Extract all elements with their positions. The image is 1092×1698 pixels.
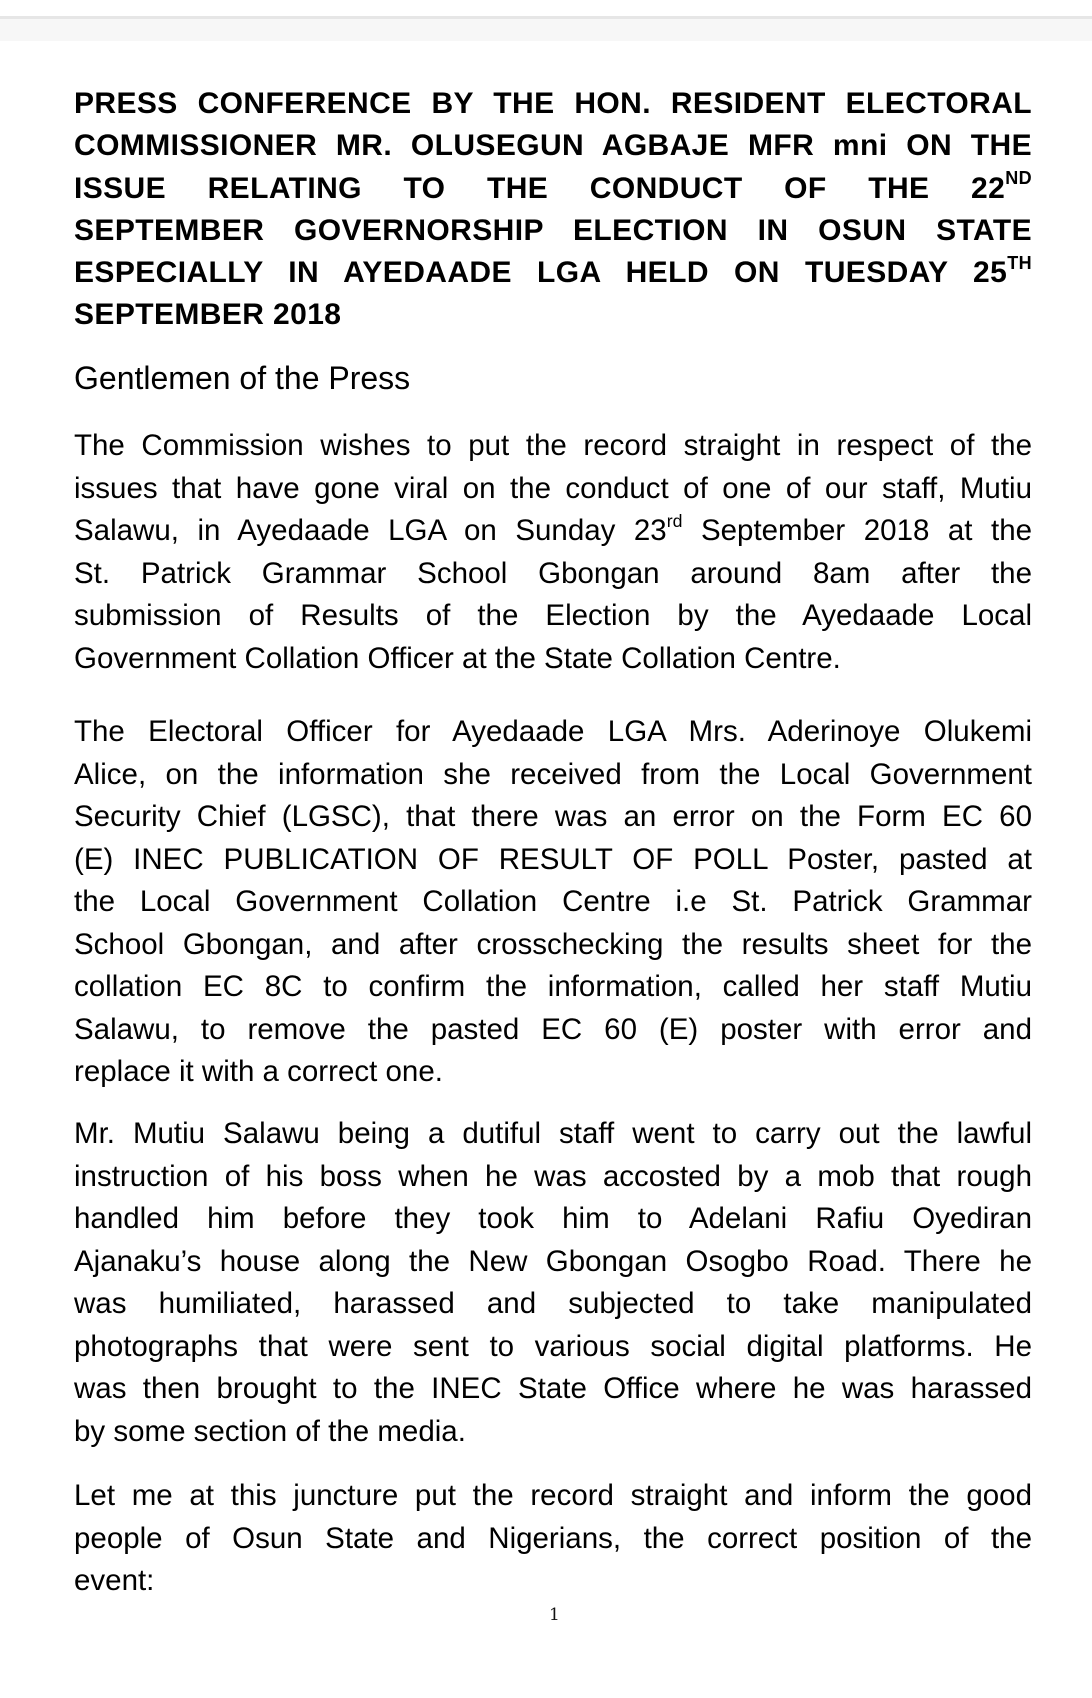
title-line [74, 210, 1032, 252]
salutation: Gentlemen of the Press [74, 360, 411, 396]
paragraph-line: Salawu, to remove the pasted EC 60 (E) poster with error and [74, 1012, 1032, 1046]
paragraph-line: by some section of the media. [74, 1414, 466, 1448]
paragraph-line: (E) INEC PUBLICATION OF RESULT OF POLL Poster, pasted at [74, 842, 1032, 876]
title-line-text: ISSUE RELATING TO THE CONDUCT OF THE 22 [74, 171, 1006, 205]
title-line-text: PRESS CONFERENCE BY THE HON. RESIDENT ELECTORAL [74, 87, 1032, 120]
paragraph-line: The Electoral Officer for Ayedaade LGA Mrs. Aderinoye Olukemi [74, 715, 1032, 748]
paragraph-line [74, 510, 1032, 553]
paragraph-line: event: [74, 1564, 155, 1597]
paragraph-line: Security Chief (LGSC), that there was an error on the Form EC 60 [74, 800, 1032, 833]
paragraph-line: issues that have gone viral on the conduct of one of our staff, Mutiu [74, 471, 1032, 505]
paragraph-line: Let me at this juncture put the record straight and inform the good [74, 1479, 1032, 1512]
paragraph-line: handled him before they took him to Adelani Rafiu Oyediran [74, 1202, 1032, 1235]
date-superscript: rd [666, 510, 683, 531]
paragraph-line: replace it with a correct one. [74, 1055, 443, 1088]
paragraph-line: submission of Results of the Election by the Ayedaade Local [74, 599, 1032, 632]
title-line [74, 168, 1032, 210]
title-line [74, 294, 1032, 336]
document-title [74, 83, 1032, 337]
paragraph-line: collation EC 8C to confirm the information, called her staff Mutiu [74, 970, 1032, 1003]
paragraph-3 [74, 1113, 1032, 1453]
paragraph-line: photographs that were sent to various social digital platforms. He [74, 1329, 1032, 1363]
title-line [74, 125, 1032, 167]
paragraph-line: instruction of his boss when he was accosted by a mob that rough [74, 1159, 1032, 1193]
paragraph-line: Government Collation Officer at the State Collation Centre. [74, 641, 841, 675]
title-line [74, 83, 1032, 125]
title-line [74, 252, 1032, 294]
paragraph-2 [74, 711, 1032, 1094]
line-text: Salawu, in Ayedaade LGA on Sunday 23 [74, 514, 667, 547]
paragraph-line: people of Osun State and Nigerians, the correct position of the [74, 1521, 1032, 1555]
title-line-text: COMMISSIONER MR. OLUSEGUN AGBAJE MFR mni ON THE [74, 129, 1032, 163]
paragraph-line: Mr. Mutiu Salawu being a dutiful staff went to carry out the lawful [74, 1117, 1032, 1150]
page-number: 1 [549, 1605, 560, 1625]
paragraph-line: St. Patrick Grammar School Gbongan around 8am after the [74, 556, 1032, 590]
title-superscript: ND [1005, 167, 1032, 188]
paragraph-line: was humiliated, harassed and subjected to take manipulated [74, 1287, 1032, 1320]
paragraph-line: The Commission wishes to put the record straight in respect of the [74, 429, 1032, 462]
title-line-text: SEPTEMBER 2018 [74, 298, 342, 332]
line-text: September 2018 at the [682, 514, 1033, 547]
title-line-text: SEPTEMBER GOVERNORSHIP ELECTION IN OSUN STATE [74, 213, 1032, 247]
title-line-text: ESPECIALLY IN AYEDAADE LGA HELD ON TUESDAY 25 [74, 256, 1008, 290]
paragraph-4 [74, 1475, 1032, 1603]
viewer-top-band [0, 19, 1092, 41]
paragraph-1 [74, 425, 1032, 680]
paragraph-line: Ajanaku’s house along the New Gbongan Osogbo Road. There he [74, 1244, 1032, 1278]
title-superscript: TH [1007, 252, 1032, 273]
paragraph-line: Alice, on the information she received from the Local Government [74, 757, 1032, 791]
paragraph-line: the Local Government Collation Centre i.e St. Patrick Grammar [74, 885, 1032, 918]
paragraph-line: School Gbongan, and after crosschecking the results sheet for the [74, 927, 1032, 961]
paragraph-line: was then brought to the INEC State Office where he was harassed [74, 1372, 1032, 1405]
